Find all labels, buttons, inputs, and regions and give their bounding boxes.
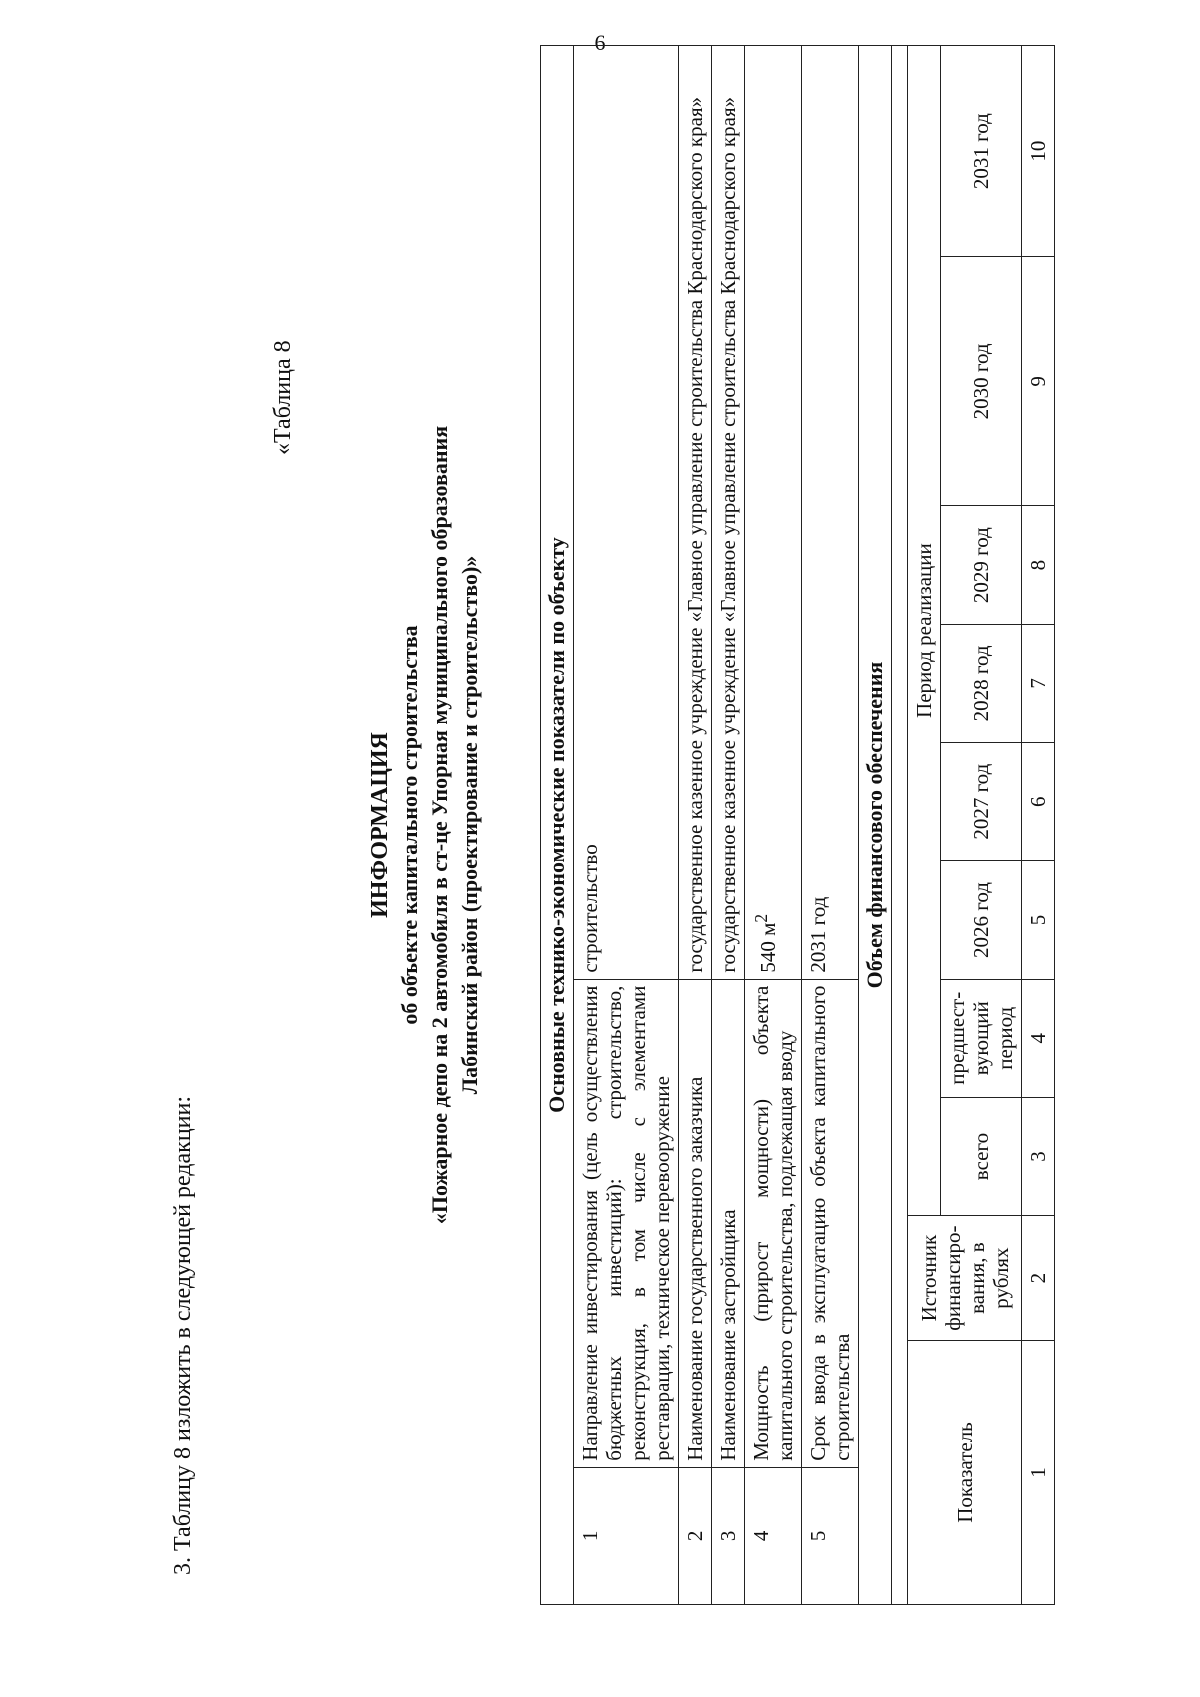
column-number: 2 — [1022, 1216, 1055, 1341]
row-number: 5 — [802, 1467, 859, 1604]
header-year: 2026 год — [941, 861, 1022, 979]
table-row — [892, 46, 908, 1605]
table-row — [679, 46, 712, 1605]
indicator-label: Направление инвестирования (цель осуществления бюджетных инвестиций): строительство, реконструкция, в том числе с элементами реставрации, техническое перевооружение — [574, 979, 679, 1467]
indicator-label: Наименование застройщика — [712, 979, 745, 1467]
header-period: Период реализации — [908, 46, 941, 1216]
table-row — [908, 46, 941, 1605]
header-year: 2029 год — [941, 506, 1022, 624]
capacity-value: 540 м — [756, 922, 780, 973]
heading-line-2: об объекте капитального строительства — [397, 625, 422, 1025]
section-indicators-header: Основные технико-экономические показатели по объекту — [541, 46, 574, 1605]
capacity-unit-exponent: 2 — [751, 913, 771, 923]
indicator-label: Наименование государственного заказчика — [679, 979, 712, 1467]
row-number: 3 — [712, 1467, 745, 1604]
row-number: 4 — [745, 1467, 802, 1604]
indicator-value: государственное казенное учреждение «Главное управление строительства Краснодарского края» — [712, 46, 745, 980]
table-row — [802, 46, 859, 1605]
header-previous: предшест-вующий период — [941, 979, 1022, 1097]
header-source: Источник финансиро-вания, в рублях — [908, 1216, 1022, 1341]
column-number: 9 — [1022, 257, 1055, 506]
column-number: 10 — [1022, 46, 1055, 257]
column-number: 6 — [1022, 743, 1055, 861]
row-number: 1 — [574, 1467, 679, 1604]
header-year: 2031 год — [941, 46, 1022, 257]
header-year: 2030 год — [941, 257, 1022, 506]
row-number: 2 — [679, 1467, 712, 1604]
table-row — [574, 46, 679, 1605]
intro-text: 3. Таблицу 8 изложить в следующей редакции: — [170, 1095, 196, 1575]
heading-title: ИНФОРМАЦИЯ — [367, 732, 393, 918]
capital-object-table — [540, 45, 1055, 1605]
indicator-value — [745, 46, 802, 980]
section-finance-header: Объем финансового обеспечения — [859, 46, 892, 1605]
table-row — [745, 46, 802, 1605]
table-row — [712, 46, 745, 1605]
column-number: 8 — [1022, 506, 1055, 624]
column-number: 3 — [1022, 1097, 1055, 1215]
indicator-label: Срок ввода в эксплуатацию объекта капитального строительства — [802, 979, 859, 1467]
indicator-value: строительство — [574, 46, 679, 980]
column-number: 1 — [1022, 1341, 1055, 1605]
column-number: 4 — [1022, 979, 1055, 1097]
heading-line-4: Лабинский район (проектирование и строительство)» — [457, 555, 482, 1095]
header-indicator: Показатель — [908, 1341, 1022, 1605]
header-year: 2028 год — [941, 624, 1022, 742]
heading-line-3: «Пожарное депо на 2 автомобиля в ст-це Упорная муниципального образования — [427, 425, 452, 1225]
indicator-value: 2031 год — [802, 46, 859, 980]
document-heading — [365, 45, 485, 1605]
spacer-cell — [892, 46, 908, 1605]
landscape-content — [150, 45, 1070, 1605]
table-reference: «Таблица 8 — [270, 340, 296, 455]
indicator-value: государственное казенное учреждение «Главное управление строительства Краснодарского края» — [679, 46, 712, 980]
column-number: 5 — [1022, 861, 1055, 979]
header-year: 2027 год — [941, 743, 1022, 861]
column-number: 7 — [1022, 624, 1055, 742]
indicator-label: Мощность (прирост мощности) объекта капитального строительства, подлежащая вводу — [745, 979, 802, 1467]
table-row — [1022, 46, 1055, 1605]
page-number: 6 — [594, 30, 606, 55]
header-total: всего — [941, 1097, 1022, 1215]
